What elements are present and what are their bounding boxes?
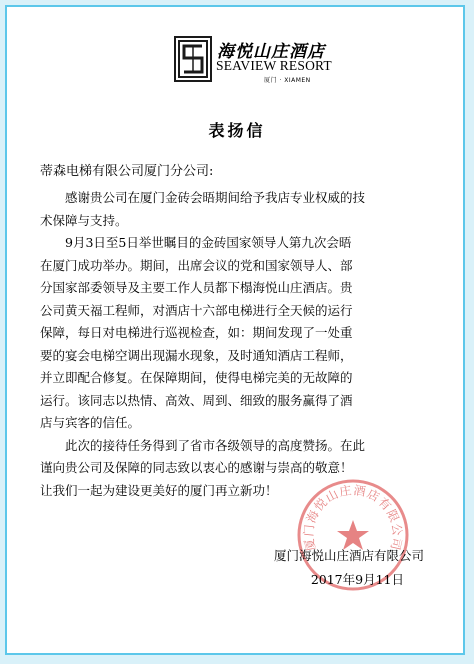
logo-chinese-name: 海悦山庄酒店 [217,42,325,62]
text-line: 9月3日至5日举世瞩目的金砖国家领导人第九次会晤 [65,235,352,250]
text-line: 要的宴会电梯空调出现漏水现象，及时通知酒店工程师， [40,347,353,363]
paragraph-1 [40,187,432,232]
text-line: 感谢贵公司在厦门金砖会晤期间给予我店专业权威的技 [65,190,366,205]
text-line: 保障，每日对电梯进行巡视检查，如：期间发现了一处重 [40,325,353,340]
signature: 厦门海悦山庄酒店有限公司 [273,548,424,563]
logo-english-name: SEAVIEW RESORT [216,58,332,73]
resort-emblem-icon [174,36,212,82]
letter-title: 表扬信 [208,121,266,140]
text-line: 店与宾客的信任。 [40,415,141,430]
logo-city: 厦门 · XIAMEN [264,77,311,84]
letter-date: 2017年9月11日 [310,572,404,587]
text-line: 运行。该同志以热情、高效、周到、细致的服务赢得了酒 [40,392,353,408]
resort-logo [174,36,344,92]
text-line: 公司黄天福工程师，对酒店十六部电梯进行全天候的运行 [40,302,353,318]
seal-text: 厦门海悦山庄酒店有限公司 [301,483,405,553]
text-line: 术保障与支持。 [40,212,128,228]
letter-body [40,175,432,502]
text-line: 谨向贵公司及保障的同志致以衷心的感谢与崇高的敬意！ [40,460,353,475]
text-line: 并立即配合修复。在保障期间，使得电梯完美的无故障的 [40,370,353,385]
letter-addressee: 蒂森电梯有限公司厦门分公司: [40,164,214,179]
text-line: 此次的接待任务得到了省市各级领导的高度赞扬。在此 [65,437,366,453]
text-line: 分国家部委领导及主要工作人员都下榻海悦山庄酒店。贵 [40,280,353,295]
text-line: 在厦门成功举办。期间，出席会议的党和国家领导人、部 [40,257,353,273]
text-line: 让我们一起为建设更美好的厦门再立新功！ [40,482,278,498]
paragraph-2 [40,232,432,435]
